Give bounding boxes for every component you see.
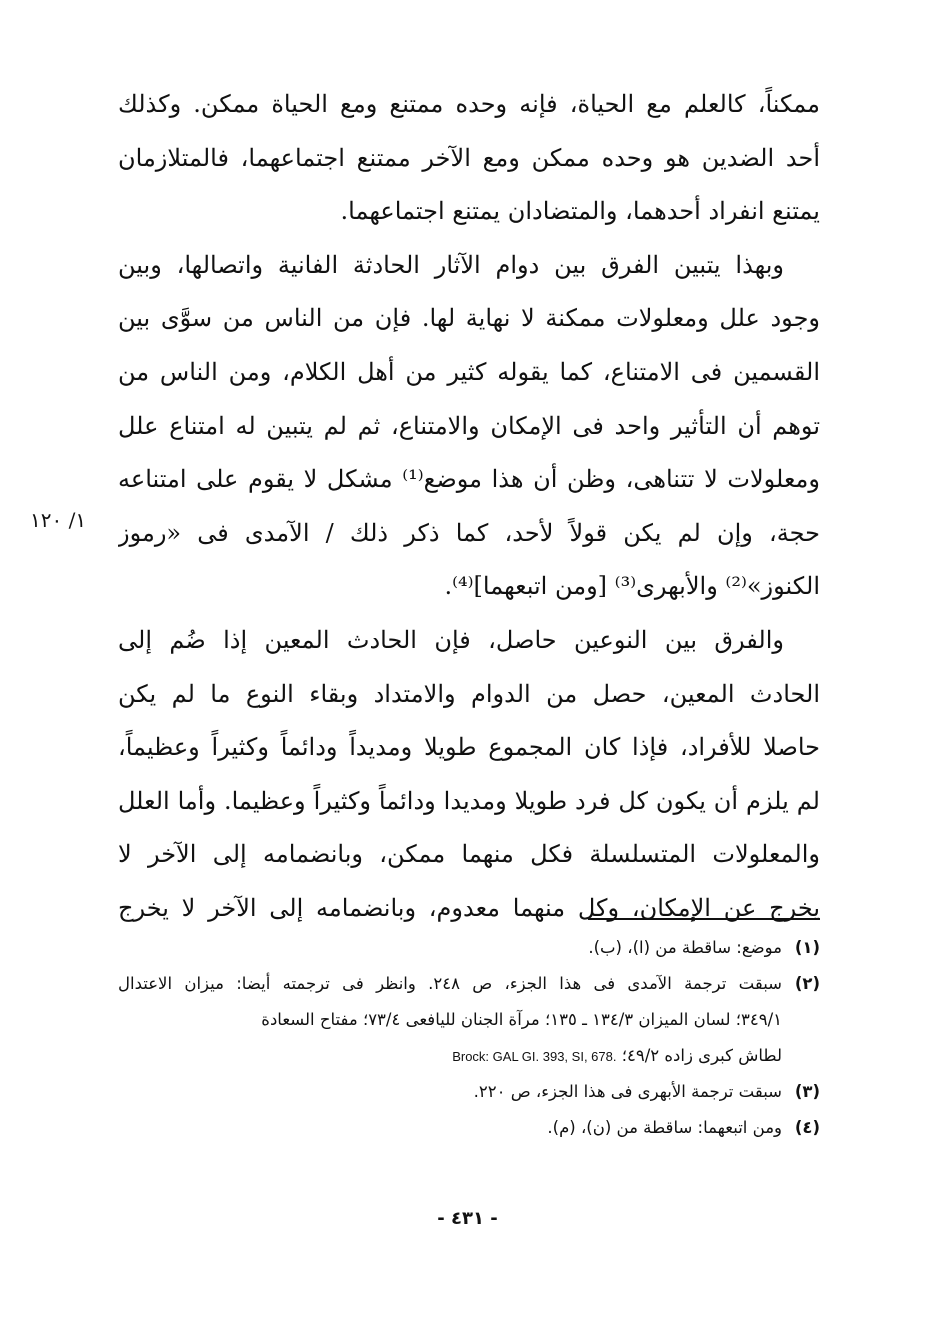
text-line: والمعلولات المتسلسلة فكل منهما ممكن، وبانضمامه إلى الآخر لا xyxy=(118,840,820,869)
footnote-text: ٣٤٩/١؛ لسان الميزان ١٣٤/٣ ـ ١٣٥؛ مرآة الجنان لليافعى ٧٣/٤؛ مفتاح السعادة xyxy=(261,1010,782,1029)
text-line: وجود علل ومعلولات ممكنة لا نهاية لها. فإن من الناس من سوَّى بين xyxy=(118,304,820,333)
text-line: ومعلولات لا تتناهى، وظن أن هذا موضع⁽¹⁾ مشكل لا يقوم على امتناعه xyxy=(118,465,820,494)
text-line: لم يلزم أن يكون كل فرد طويلا ومديدا ودائماً وكثيراً وعظيما. وأما العلل xyxy=(118,786,820,815)
footnote-text: ومن اتبعهما: ساقطة من (ن)، (م). xyxy=(547,1118,782,1137)
footnote-separator xyxy=(588,918,820,920)
text-line: الكنوز»⁽²⁾ والأبهرى⁽³⁾ [ومن اتبعهما]⁽⁴⁾. xyxy=(444,572,820,601)
footnote-number: (٤) xyxy=(794,1118,820,1137)
footnote-number: (٢) xyxy=(794,974,820,993)
footnote-2-continuation xyxy=(118,1002,820,1038)
footnote-text: موضع: ساقطة من (ا)، (ب). xyxy=(588,938,782,957)
footnote-number: (١) xyxy=(794,938,820,957)
text-line: وبهذا يتبين الفرق بين دوام الآثار الحادثة الفانية واتصالها، وبين xyxy=(118,250,784,279)
margin-page-reference: ١/ ١٢٠ xyxy=(30,508,87,532)
footnote-1 xyxy=(118,930,820,966)
footnote-3 xyxy=(118,1074,820,1110)
footnote-text: لطاش كبرى زاده ٤٩/٢؛ xyxy=(621,1046,782,1065)
footnote-number: (٣) xyxy=(794,1082,820,1101)
text-line: حاصلا للأفراد، فإذا كان المجموع طويلا ومديداً ودائماً وكثيراً وعظيماً، xyxy=(118,733,820,762)
footnote-2 xyxy=(118,966,820,1002)
footnote-text: سبقت ترجمة الآمدى فى هذا الجزء، ص ٢٤٨. وانظر فى ترجمته أيضا: ميزان الاعتدال xyxy=(118,974,782,993)
footnote-text: سبقت ترجمة الأبهرى فى هذا الجزء، ص ٢٢٠. xyxy=(473,1082,782,1101)
text-line: الحادث المعين، حصل من الدوام والامتداد وبقاء النوع ما لم يكن xyxy=(118,679,820,708)
text-line: والفرق بين النوعين حاصل، فإن الحادث المعين إذا ضُم إلى xyxy=(118,625,784,654)
text-line: توهم أن التأثير واحد فى الإمكان والامتناع، ثم لم يتبين له امتناع علل xyxy=(118,411,820,440)
footnote-latin-reference: Brock: GAL GI. 393, SI, 678. xyxy=(452,1049,617,1064)
text-line: يخرج عن الإمكان، وكل منهما معدوم، وبانضمامه إلى الآخر لا يخرج xyxy=(118,893,820,922)
text-line: أحد الضدين هو وحده ممكن ومع الآخر ممتنع اجتماعهما، فالمتلازمان xyxy=(118,143,820,172)
footnotes xyxy=(118,930,820,1146)
text-line: القسمين فى الامتناع، كما يقوله كثير من أهل الكلام، ومن الناس من xyxy=(118,357,820,386)
footnote-2-continuation xyxy=(118,1038,820,1074)
text-line: يمتنع انفراد أحدهما، والمتضادان يمتنع اجتماعهما. xyxy=(340,197,820,226)
text-line: ممكناً، كالعلم مع الحياة، فإنه وحده ممتنع ومع الحياة ممكن. وكذلك xyxy=(118,90,820,118)
page-number: - ٤٣١ - xyxy=(437,1208,498,1229)
text-line: حجة، وإن لم يكن قولاً لأحد، كما ذكر ذلك / الآمدى فى «رموز xyxy=(118,518,820,547)
main-text-block xyxy=(118,78,820,936)
footnote-4 xyxy=(118,1110,820,1146)
